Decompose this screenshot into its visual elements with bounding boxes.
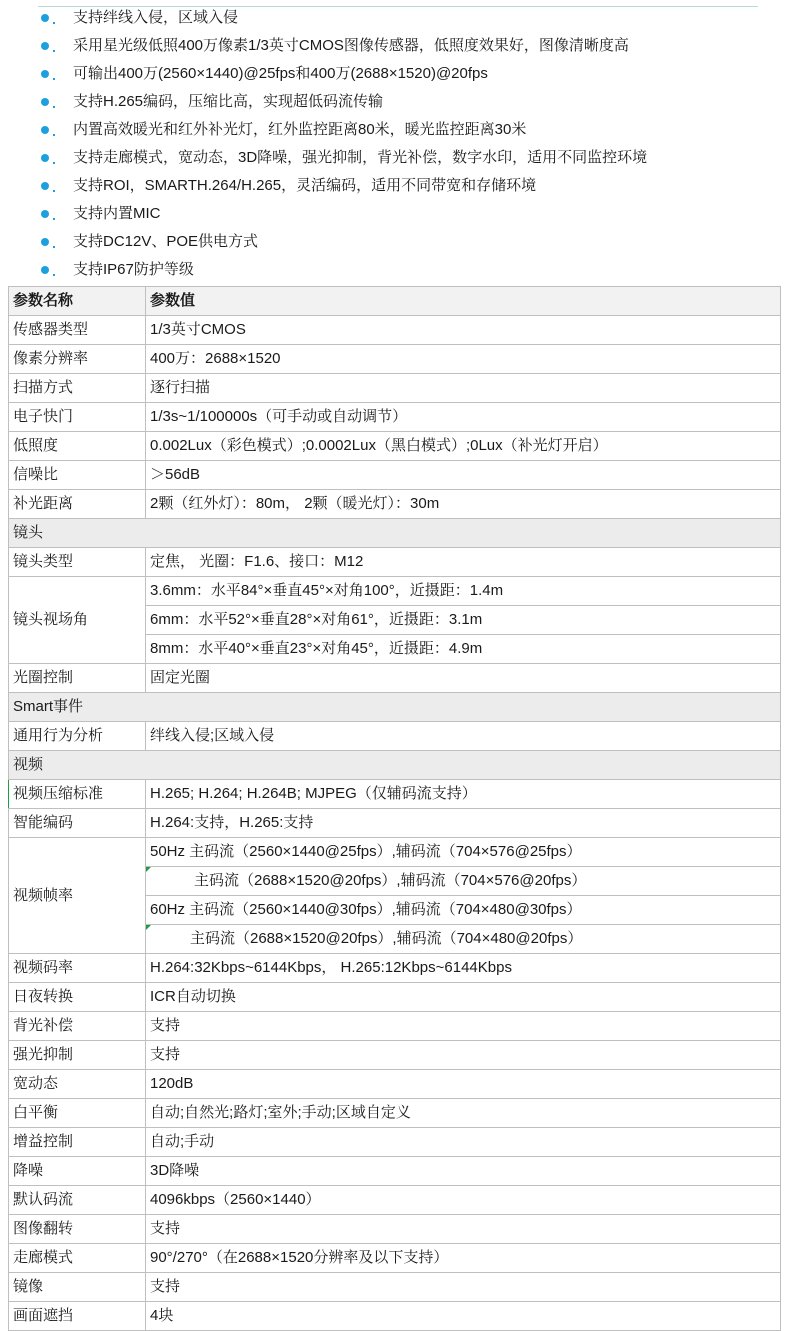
feature-item: [0, 88, 790, 116]
section-row-video: [9, 751, 781, 780]
param-name: 智能编码: [9, 809, 146, 838]
table-row: [9, 983, 781, 1012]
param-value: 4096kbps（2560×1440）: [146, 1186, 781, 1215]
bullet-dot-icon: [53, 246, 55, 248]
param-name: 增益控制: [9, 1128, 146, 1157]
table-row: [9, 1215, 781, 1244]
section-row-lens: [9, 519, 781, 548]
bullet-dot-icon: [53, 190, 55, 192]
feature-text: 支持走廊模式，宽动态，3D降噪，强光抑制，背光补偿，数字水印，适用不同监控环境: [73, 149, 648, 166]
feature-text: 支持ROI，SMARTH.264/H.265，灵活编码，适用不同带宽和存储环境: [73, 177, 537, 194]
bullet-dot-icon: [53, 50, 55, 52]
param-value: 支持: [146, 1215, 781, 1244]
feature-item: [0, 60, 790, 88]
param-name: 信噪比: [9, 461, 146, 490]
param-value: 60Hz 主码流（2560×1440@30fps）,辅码流（704×480@30fps）: [146, 896, 781, 925]
section-row-smart: [9, 693, 781, 722]
bullet-dot-icon: [53, 218, 55, 220]
param-value: 自动;自然光;路灯;室外;手动;区域自定义: [146, 1099, 781, 1128]
bullet-dot-icon: [53, 22, 55, 24]
table-row: [9, 1273, 781, 1302]
param-value: 绊线入侵;区域入侵: [146, 722, 781, 751]
feature-item: [0, 256, 790, 284]
bullet-icon: [41, 266, 49, 274]
table-row: [9, 1012, 781, 1041]
param-name: 走廊模式: [9, 1244, 146, 1273]
bullet-dot-icon: [53, 106, 55, 108]
table-row: [9, 345, 781, 374]
table-row: [9, 954, 781, 983]
param-name: 图像翻转: [9, 1215, 146, 1244]
feature-item: [0, 172, 790, 200]
feature-item: [0, 4, 790, 32]
bullet-icon: [41, 42, 49, 50]
section-title: Smart事件: [9, 693, 781, 722]
table-row: [9, 374, 781, 403]
table-row: [9, 1070, 781, 1099]
feature-item: [0, 116, 790, 144]
param-name: 降噪: [9, 1157, 146, 1186]
feature-text: 支持绊线入侵，区域入侵: [73, 9, 239, 26]
table-row: [9, 1302, 781, 1331]
bullet-icon: [41, 98, 49, 106]
param-value: 定焦， 光圈：F1.6、接口：M12: [146, 548, 781, 577]
param-value: 50Hz 主码流（2560×1440@25fps）,辅码流（704×576@25fps）: [146, 838, 781, 867]
param-name: 默认码流: [9, 1186, 146, 1215]
feature-text: 采用星光级低照400万像素1/3英寸CMOS图像传感器，低照度效果好，图像清晰度高: [73, 37, 629, 54]
table-row: [9, 461, 781, 490]
param-value: 1/3英寸CMOS: [146, 316, 781, 345]
param-name: 画面遮挡: [9, 1302, 146, 1331]
table-row: [9, 1244, 781, 1273]
table-row: [9, 548, 781, 577]
table-row: [9, 838, 781, 867]
param-value: 8mm：水平40°×垂直23°×对角45°，近摄距：4.9m: [146, 635, 781, 664]
param-value: 400万：2688×1520: [146, 345, 781, 374]
param-name: 镜头类型: [9, 548, 146, 577]
table-row: [9, 403, 781, 432]
param-value: 主码流（2688×1520@20fps）,辅码流（704×480@20fps）: [146, 925, 781, 954]
feature-text: 可输出400万(2560×1440)@25fps和400万(2688×1520)@20fps: [73, 65, 488, 82]
param-name: 光圈控制: [9, 664, 146, 693]
feature-text: 支持DC12V、POE供电方式: [73, 233, 259, 250]
param-name: 通用行为分析: [9, 722, 146, 751]
param-value: 2颗（红外灯）：80m， 2颗（暖光灯）：30m: [146, 490, 781, 519]
feature-text: 支持内置MIC: [73, 205, 161, 222]
param-name: 视频压缩标准: [9, 780, 146, 809]
param-name: 补光距离: [9, 490, 146, 519]
param-value: 主码流（2688×1520@20fps）,辅码流（704×576@20fps）: [146, 867, 781, 896]
param-value: 90°/270°（在2688×1520分辨率及以下支持）: [146, 1244, 781, 1273]
param-value: 0.002Lux（彩色模式）;0.0002Lux（黑白模式）;0Lux（补光灯开启）: [146, 432, 781, 461]
table-row: [9, 490, 781, 519]
param-name: 像素分辨率: [9, 345, 146, 374]
table-row: [9, 780, 781, 809]
param-value: H.264:32Kbps~6144Kbps， H.265:12Kbps~6144Kbps: [146, 954, 781, 983]
param-value: H.265; H.264; H.264B; MJPEG（仅辅码流支持）: [146, 780, 781, 809]
param-value: 1/3s~1/100000s（可手动或自动调节）: [146, 403, 781, 432]
param-value: 支持: [146, 1041, 781, 1070]
section-title: 视频: [9, 751, 781, 780]
bullet-dot-icon: [53, 78, 55, 80]
bullet-icon: [41, 70, 49, 78]
param-name: 背光补偿: [9, 1012, 146, 1041]
feature-list: [0, 4, 790, 284]
feature-item: [0, 200, 790, 228]
table-row: [9, 432, 781, 461]
param-value: 支持: [146, 1273, 781, 1302]
param-value: H.264:支持，H.265:支持: [146, 809, 781, 838]
table-row: [9, 664, 781, 693]
bullet-icon: [41, 126, 49, 134]
bullet-icon: [41, 182, 49, 190]
param-value: 自动;手动: [146, 1128, 781, 1157]
param-value: ＞56dB: [146, 461, 781, 490]
param-name: 传感器类型: [9, 316, 146, 345]
param-name: 强光抑制: [9, 1041, 146, 1070]
param-name: 电子快门: [9, 403, 146, 432]
section-title: 镜头: [9, 519, 781, 548]
param-name: 扫描方式: [9, 374, 146, 403]
bullet-icon: [41, 14, 49, 22]
param-name: 宽动态: [9, 1070, 146, 1099]
table-row: [9, 316, 781, 345]
feature-item: [0, 32, 790, 60]
bullet-dot-icon: [53, 134, 55, 136]
param-name: 低照度: [9, 432, 146, 461]
header-name-cell: 参数名称: [9, 287, 146, 316]
feature-text: 内置高效暖光和红外补光灯，红外监控距离80米，暖光监控距离30米: [73, 121, 527, 138]
param-value: 4块: [146, 1302, 781, 1331]
param-name: 视频帧率: [9, 838, 146, 954]
bullet-dot-icon: [53, 274, 55, 276]
table-row: [9, 1186, 781, 1215]
table-row: [9, 1041, 781, 1070]
feature-text: 支持H.265编码，压缩比高，实现超低码流传输: [73, 93, 384, 110]
table-row: [9, 722, 781, 751]
table-row: [9, 1128, 781, 1157]
param-name: 白平衡: [9, 1099, 146, 1128]
feature-text: 支持IP67防护等级: [73, 261, 194, 278]
param-value: ICR自动切换: [146, 983, 781, 1012]
param-name: 日夜转换: [9, 983, 146, 1012]
feature-item: [0, 228, 790, 256]
bullet-icon: [41, 238, 49, 246]
param-value: 6mm：水平52°×垂直28°×对角61°，近摄距：3.1m: [146, 606, 781, 635]
bullet-icon: [41, 154, 49, 162]
table-row: [9, 1157, 781, 1186]
param-name: 视频码率: [9, 954, 146, 983]
table-row: [9, 1099, 781, 1128]
param-value: 支持: [146, 1012, 781, 1041]
param-value: 120dB: [146, 1070, 781, 1099]
param-value: 3.6mm：水平84°×垂直45°×对角100°，近摄距：1.4m: [146, 577, 781, 606]
spec-table: [8, 286, 781, 1331]
param-name: 镜像: [9, 1273, 146, 1302]
param-value: 固定光圈: [146, 664, 781, 693]
bullet-icon: [41, 210, 49, 218]
bullet-dot-icon: [53, 162, 55, 164]
table-row: [9, 577, 781, 606]
param-name: 镜头视场角: [9, 577, 146, 664]
header-value-cell: 参数值: [146, 287, 781, 316]
table-header-row: [9, 287, 781, 316]
param-value: 逐行扫描: [146, 374, 781, 403]
table-row: [9, 809, 781, 838]
param-value: 3D降噪: [146, 1157, 781, 1186]
feature-item: [0, 144, 790, 172]
